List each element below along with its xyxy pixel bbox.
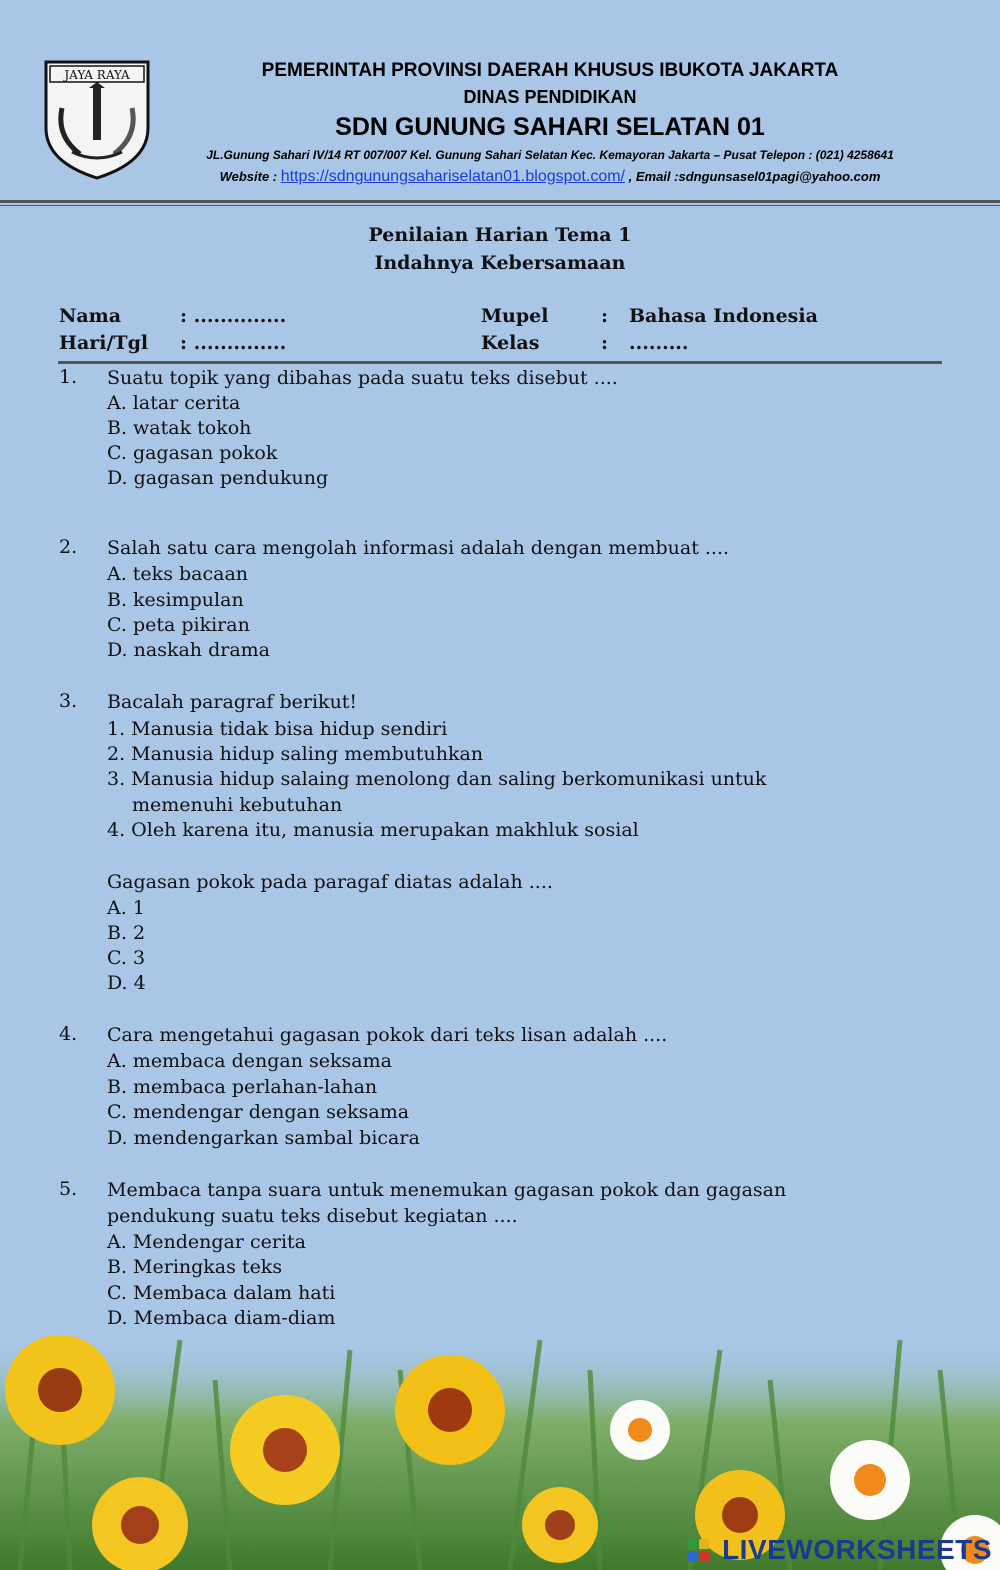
question-3-paragraph-line: 3. Manusia hidup salaing menolong dan saling berkomunikasi untuk bbox=[107, 768, 767, 790]
question-2-option-c[interactable]: C. peta pikiran bbox=[107, 614, 250, 636]
mupel-value: Bahasa Indonesia bbox=[629, 305, 818, 327]
question-4-text: Cara mengetahui gagasan pokok dari teks lisan adalah .... bbox=[107, 1024, 668, 1046]
question-4-number: 4. bbox=[59, 1023, 78, 1045]
question-2-number: 2. bbox=[59, 536, 78, 558]
question-1-text: Suatu topik yang dibahas pada suatu teks disebut .... bbox=[107, 367, 618, 389]
header-contact bbox=[160, 168, 940, 186]
question-3-option-b[interactable]: B. 2 bbox=[107, 922, 146, 944]
question-1-option-d[interactable]: D. gagasan pendukung bbox=[107, 467, 329, 489]
mupel-colon: : bbox=[601, 305, 609, 327]
kelas-field[interactable]: ......... bbox=[629, 332, 689, 354]
question-2-text: Salah satu cara mengolah informasi adalah dengan membuat .... bbox=[107, 537, 730, 559]
liveworksheets-watermark: LIVEWORKSHEETS bbox=[722, 1534, 992, 1565]
question-5-text: Membaca tanpa suara untuk menemukan gagasan pokok dan gagasan bbox=[107, 1179, 787, 1201]
question-3-number: 3. bbox=[59, 690, 78, 712]
worksheet-title: Penilaian Harian Tema 1 bbox=[368, 224, 632, 246]
question-2-option-a[interactable]: A. teks bacaan bbox=[107, 563, 249, 585]
question-3-text: Bacalah paragraf berikut! bbox=[107, 691, 358, 713]
question-3-paragraph-line: 1. Manusia tidak bisa hidup sendiri bbox=[107, 718, 448, 740]
question-5-option-c[interactable]: C. Membaca dalam hati bbox=[107, 1282, 336, 1304]
question-3-paragraph-line: 2. Manusia hidup saling membutuhkan bbox=[107, 743, 484, 765]
question-5-option-d[interactable]: D. Membaca diam-diam bbox=[107, 1307, 336, 1329]
mupel-label: Mupel bbox=[481, 305, 549, 327]
question-1-option-c[interactable]: C. gagasan pokok bbox=[107, 442, 278, 464]
hari-tgl-label: Hari/Tgl bbox=[59, 332, 149, 354]
logo-text: JAYA RAYA bbox=[64, 68, 130, 82]
header-divider-thin bbox=[0, 205, 1000, 206]
question-4-option-b[interactable]: B. membaca perlahan-lahan bbox=[107, 1076, 378, 1098]
website-link[interactable]: https://sdngunungsahariselatan01.blogspot.com/ bbox=[280, 168, 625, 185]
question-3-paragraph-line: memenuhi kebutuhan bbox=[132, 794, 343, 816]
question-2-option-d[interactable]: D. naskah drama bbox=[107, 639, 270, 661]
question-5-option-a[interactable]: A. Mendengar cerita bbox=[107, 1231, 306, 1253]
email-text: , Email :sdngunsasel01pagi@yahoo.com bbox=[628, 169, 881, 184]
worksheet-subtitle: Indahnya Kebersamaan bbox=[374, 252, 626, 274]
header-government: PEMERINTAH PROVINSI DAERAH KHUSUS IBUKOTA JAKARTA bbox=[261, 60, 839, 81]
question-5-option-b[interactable]: B. Meringkas teks bbox=[107, 1256, 283, 1278]
kelas-label: Kelas bbox=[481, 332, 540, 354]
header-department: DINAS PENDIDIKAN bbox=[463, 87, 637, 107]
question-4-option-a[interactable]: A. membaca dengan seksama bbox=[107, 1050, 392, 1072]
header-divider bbox=[0, 200, 1000, 203]
question-4-option-d[interactable]: D. mendengarkan sambal bicara bbox=[107, 1127, 420, 1149]
kelas-colon: : bbox=[601, 332, 609, 354]
question-5-number: 5. bbox=[59, 1178, 78, 1200]
question-3-option-a[interactable]: A. 1 bbox=[107, 897, 145, 919]
question-3-prompt: Gagasan pokok pada paragaf diatas adalah .... bbox=[107, 871, 553, 893]
header-address: JL.Gunung Sahari IV/14 RT 007/007 Kel. Gunung Sahari Selatan Kec. Kemayoran Jakarta – Pusat Telepon : (021) 4258641 bbox=[206, 148, 894, 162]
question-2-option-b[interactable]: B. kesimpulan bbox=[107, 589, 244, 611]
hari-tgl-field[interactable]: : .............. bbox=[180, 332, 287, 354]
question-5-text-continued: pendukung suatu teks disebut kegiatan .... bbox=[107, 1205, 518, 1227]
nama-label: Nama bbox=[59, 305, 122, 327]
website-label: Website : bbox=[219, 169, 278, 184]
question-3-option-c[interactable]: C. 3 bbox=[107, 947, 146, 969]
jakarta-emblem-logo bbox=[42, 58, 152, 182]
liveworksheets-logo-icon bbox=[686, 1538, 710, 1562]
header-school-name: SDN GUNUNG SAHARI SELATAN 01 bbox=[335, 113, 765, 141]
question-4-option-c[interactable]: C. mendengar dengan seksama bbox=[107, 1101, 410, 1123]
question-1-option-a[interactable]: A. latar cerita bbox=[107, 392, 241, 414]
question-1-number: 1. bbox=[59, 366, 78, 388]
nama-field[interactable]: : .............. bbox=[180, 305, 287, 327]
question-3-option-d[interactable]: D. 4 bbox=[107, 972, 146, 994]
meta-divider bbox=[58, 361, 942, 364]
question-1-option-b[interactable]: B. watak tokoh bbox=[107, 417, 252, 439]
question-3-paragraph-line: 4. Oleh karena itu, manusia merupakan makhluk sosial bbox=[107, 819, 639, 841]
